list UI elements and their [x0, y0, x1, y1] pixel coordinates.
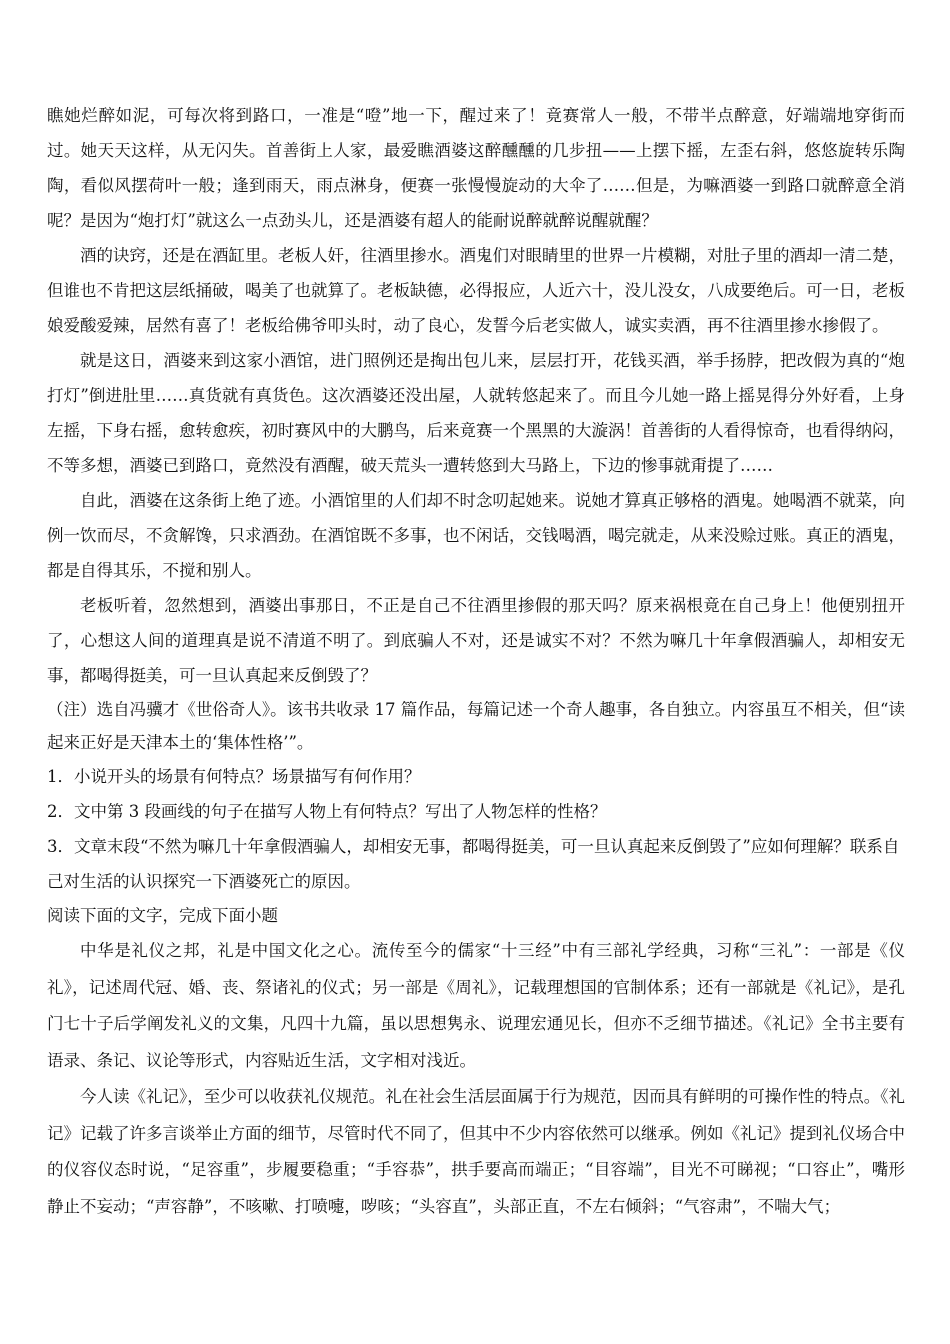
question-1: 1．小说开头的场景有何特点？场景描写有何作用？	[47, 767, 421, 786]
section-heading: 阅读下面的文字，完成下面小题	[47, 906, 278, 925]
story-paragraph-5: 老板听着，忽然想到，酒婆出事那日，不正是自己不往酒里掺假的那天吗？原来祸根竟在自己身上！他便别扭开了，心想这人间的道理真是说不清道不明了。到底骗人不对，还是诚实不对？不然为嘛几十年拿假酒骗人，却相安无事，都喝得挺美，可一旦认真起来反倒毁了？	[47, 596, 905, 685]
essay-paragraph-1: 中华是礼仪之邦，礼是中国文化之心。流传至今的儒家“十三经”中有三部礼学经典，习称“三礼”：一部是《仪礼》，记述周代冠、婚、丧、祭诸礼的仪式；另一部是《周礼》，记载理想国的官制体系；还有一部就是《礼记》，是孔门七十子后学阐发礼义的文集，凡四十九篇，虽以思想隽永、说理宏通见长，但亦不乏细节描述。《礼记》全书主要有语录、条记、议论等形式，内容贴近生活，文字相对浅近。	[47, 941, 905, 1070]
question-3: 3．文章末段“不然为嘛几十年拿假酒骗人，却相安无事，都喝得挺美，可一旦认真起来反倒毁了”应如何理解？联系自己对生活的认识探究一下酒婆死亡的原因。	[47, 837, 900, 891]
question-2: 2．文中第 3 段画线的句子在描写人物上有何特点？写出了人物怎样的性格？	[47, 802, 607, 821]
document-page	[47, 98, 905, 1225]
story-paragraph-4: 自此，酒婆在这条街上绝了迹。小酒馆里的人们却不时念叨起她来。说她才算真正够格的酒鬼。她喝酒不就菜，向例一饮而尽，不贪解馋，只求酒劲。在酒馆既不多事，也不闲话，交钱喝酒，喝完就走，从来没赊过账。真正的酒鬼，都是自得其乐，不搅和别人。	[47, 491, 905, 580]
essay-paragraph-2: 今人读《礼记》，至少可以收获礼仪规范。礼在社会生活层面属于行为规范，因而具有鲜明的可操作性的特点。《礼记》记载了许多言谈举止方面的细节，尽管时代不同了，但其中不少内容依然可以继承。例如《礼记》提到礼仪场合中的仪容仪态时说，“足容重”，步履要稳重；“手容恭”，拱手要高而端正；“目容端”，目光不可睇视；“口容止”，嘴形静止不妄动；“声容静”，不咳嗽、打喷嚏，哕咳；“头容直”，头部正直，不左右倾斜；“气容肃”，不喘大气；	[47, 1087, 905, 1216]
story-paragraph-1: 瞧她烂醉如泥，可每次将到路口，一准是“噔”地一下，醒过来了！竟赛常人一般，不带半点醉意，好端端地穿街而过。她天天这样，从无闪失。首善街上人家，最爱瞧酒婆这醉醺醺的几步扭——上摆下摇，左歪右斜，悠悠旋转乐陶陶，看似风摆荷叶一般；逢到雨天，雨点淋身，便赛一张慢慢旋动的大伞了……但是，为嘛酒婆一到路口就醉意全消呢？是因为“炮打灯”就这么一点劲头儿，还是酒婆有超人的能耐说醉就醉说醒就醒？	[47, 106, 905, 230]
story-paragraph-2: 酒的诀窍，还是在酒缸里。老板人奸，往酒里掺水。酒鬼们对眼睛里的世界一片模糊，对肚子里的酒却一清二楚，但谁也不肯把这层纸捅破，喝美了也就算了。老板缺德，必得报应，人近六十，没儿没女，八成要绝后。可一日，老板娘爱酸爱辣，居然有喜了！老板给佛爷叩头时，动了良心，发誓今后老实做人，诚实卖酒，再不往酒里掺水掺假了。	[47, 246, 905, 335]
story-paragraph-3: 就是这日，酒婆来到这家小酒馆，进门照例还是掏出包儿来，层层打开，花钱买酒，举手扬脖，把改假为真的“炮打灯”倒进肚里……真货就有真货色。这次酒婆还没出屋，人就转悠起来了。而且今儿她一路上摇晃得分外好看，上身左摇，下身右摇，愈转愈疾，初时赛风中的大鹏鸟，后来竟赛一个黑黑的大漩涡！首善街的人看得惊奇，也看得纳闷，不等多想，酒婆已到路口，竟然没有酒醒，破天荒头一遭转悠到大马路上，下边的惨事就甭提了……	[47, 351, 905, 475]
source-note: （注）选自冯骥才《世俗奇人》。该书共收录 17 篇作品，每篇记述一个奇人趣事，各自独立。内容虽互不相关，但“读起来正好是天津本土的‘集体性格’”。	[47, 700, 905, 752]
